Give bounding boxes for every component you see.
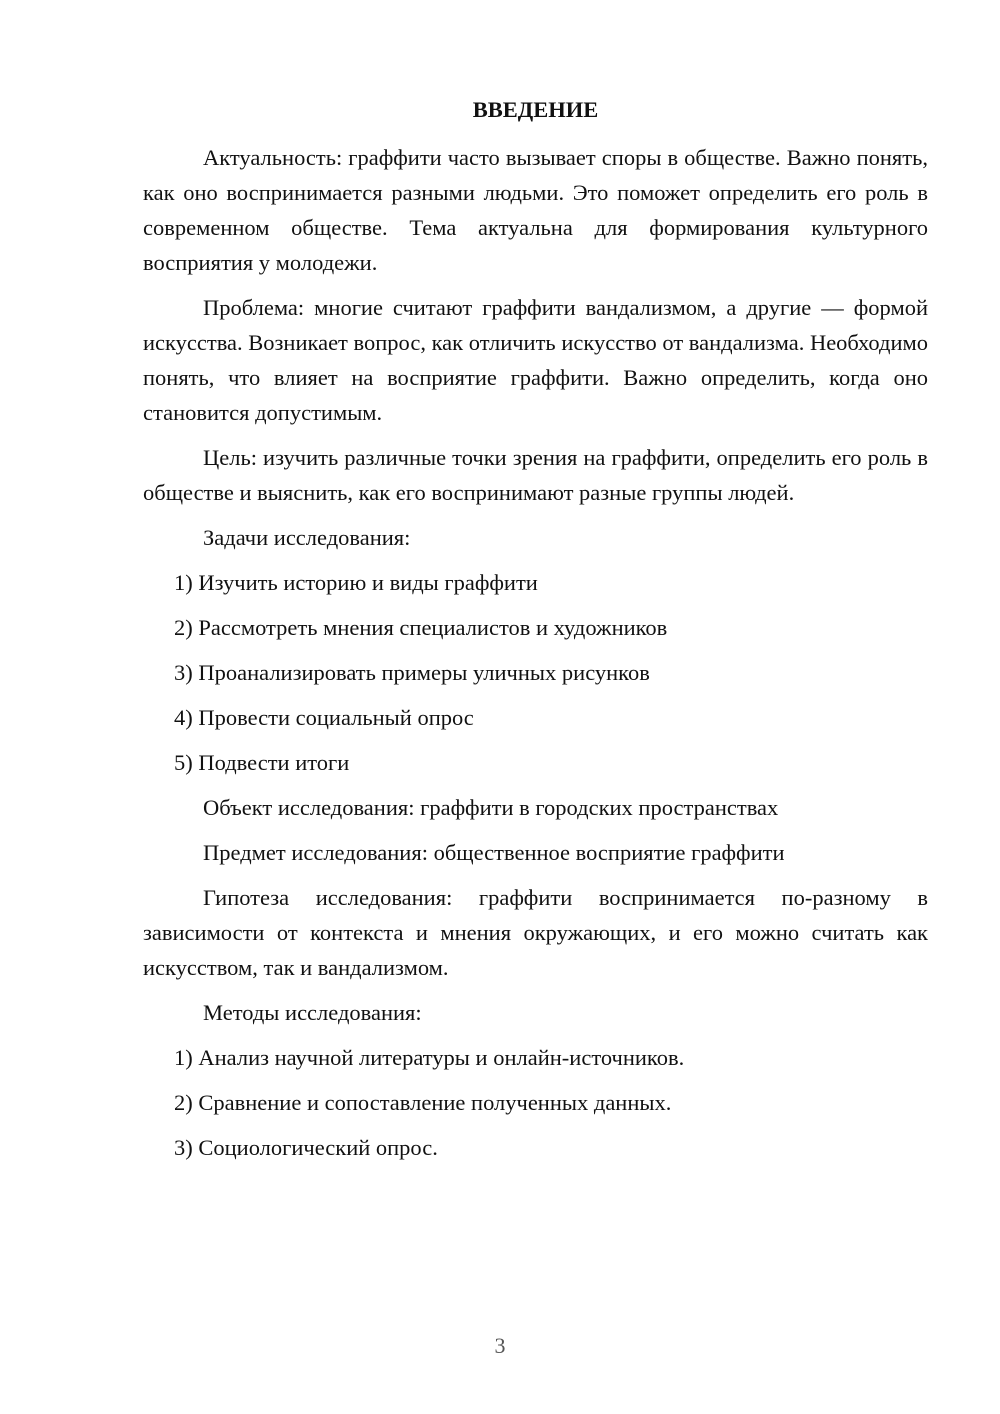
- goal-paragraph: Цель: изучить различные точки зрения на граффити, определить его роль в обществе и выяснить, как его воспринимают разные группы людей.: [143, 445, 928, 505]
- task-item: 3) Проанализировать примеры уличных рисунков: [174, 660, 650, 685]
- method-item: 3) Социологический опрос.: [174, 1135, 438, 1160]
- task-item: 4) Провести социальный опрос: [174, 705, 474, 730]
- hypothesis-paragraph: Гипотеза исследования: граффити воспринимается по-разному в зависимости от контекста и мнения окружающих, и его можно считать как искусством, так и вандализмом.: [143, 885, 928, 980]
- section-title: ВВЕДЕНИЕ: [472, 97, 599, 122]
- task-item: 1) Изучить историю и виды граффити: [174, 570, 538, 595]
- problem-paragraph: Проблема: многие считают граффити вандализмом, а другие — формой искусства. Возникает вопрос, как отличить искусство от вандализма. Необходимо понять, что влияет на восприятие граффити. Важно определить, когда оно становится допустимым.: [143, 295, 928, 425]
- task-item: 2) Рассмотреть мнения специалистов и художников: [174, 615, 668, 640]
- relevance-paragraph: Актуальность: граффити часто вызывает споры в обществе. Важно понять, как оно воспринимается разными людьми. Это поможет определить его роль в современном обществе. Тема актуальна для формирования культурного восприятия у молодежи.: [143, 145, 928, 275]
- method-item: 2) Сравнение и сопоставление полученных данных.: [174, 1090, 672, 1115]
- object-paragraph: Объект исследования: граффити в городских пространствах: [203, 795, 779, 820]
- task-item: 5) Подвести итоги: [174, 750, 350, 775]
- page-number: 3: [494, 1333, 506, 1358]
- document-body: [143, 92, 928, 1175]
- method-item: 1) Анализ научной литературы и онлайн-источников.: [174, 1045, 685, 1070]
- subject-paragraph: Предмет исследования: общественное восприятие граффити: [203, 840, 785, 865]
- tasks-heading: Задачи исследования:: [203, 525, 411, 550]
- methods-heading: Методы исследования:: [203, 1000, 422, 1025]
